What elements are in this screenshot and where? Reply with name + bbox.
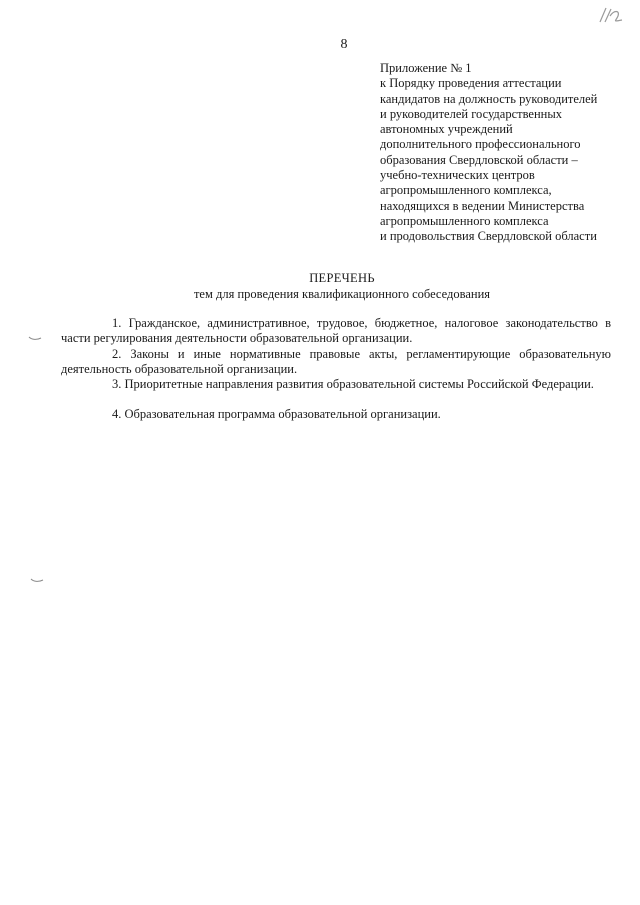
appendix-line: и продовольствия Свердловской области xyxy=(380,229,597,244)
topic-item: 4. Образовательная программа образовательной организации. xyxy=(112,407,441,422)
appendix-line: автономных учреждений xyxy=(380,122,513,137)
appendix-block xyxy=(380,61,630,245)
margin-mark xyxy=(30,577,44,583)
appendix-line: находящихся в ведении Министерства xyxy=(380,198,585,213)
page-number: 8 xyxy=(340,37,348,52)
topic-item: 1. Гражданское, административное, трудовое, бюджетное, налоговое законодательство в части регулирования деятельности образовательной организации. xyxy=(61,316,611,346)
appendix-line: дополнительного профессионального xyxy=(380,137,581,152)
handwritten-page-mark xyxy=(596,4,626,26)
appendix-line: кандидатов на должность руководителей xyxy=(380,91,598,106)
topic-item: 2. Законы и иные нормативные правовые акты, регламентирующие образовательную деятельность образовательной организации. xyxy=(61,346,611,376)
appendix-line: к Порядку проведения аттестации xyxy=(380,76,562,91)
appendix-line: и руководителей государственных xyxy=(380,106,563,121)
document-subtitle: тем для проведения квалификационного собеседования xyxy=(193,287,491,301)
appendix-line: агропромышленного комплекса, xyxy=(380,183,552,198)
document-title: ПЕРЕЧЕНЬ xyxy=(309,271,375,285)
margin-mark xyxy=(28,335,42,341)
topics-list xyxy=(61,316,611,423)
appendix-line: учебно-технических центров xyxy=(380,168,535,183)
appendix-line: агропромышленного комплекса xyxy=(380,213,549,228)
appendix-line: Приложение № 1 xyxy=(380,61,472,75)
topic-item: 3. Приоритетные направления развития образовательной системы Российской Федерации. xyxy=(112,377,594,392)
appendix-line: образования Свердловской области – xyxy=(380,152,578,167)
